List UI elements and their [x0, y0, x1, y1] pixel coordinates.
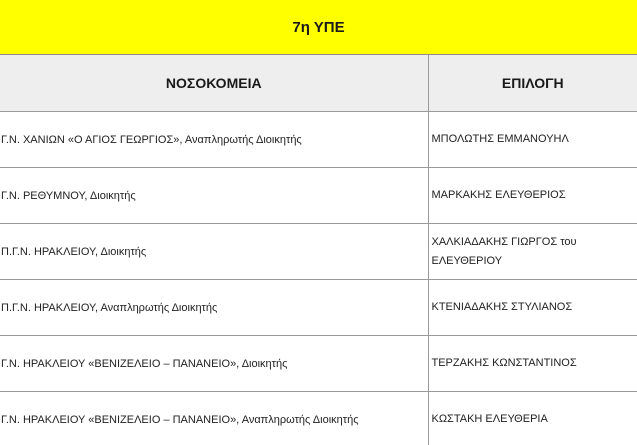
hospital-cell: Γ.Ν. ΗΡΑΚΛΕΙΟΥ «ΒΕΝΙΖΕΛΕΙΟ – ΠΑΝΑΝΕΙΟ», Αναπληρωτής Διοικητής — [0, 392, 428, 445]
table-row — [0, 392, 637, 445]
hospital-cell: Π.Γ.Ν. ΗΡΑΚΛΕΙΟΥ, Αναπληρωτής Διοικητής — [0, 280, 428, 336]
table-row — [0, 112, 637, 168]
hospital-selection-table — [0, 55, 637, 445]
selection-cell: ΜΠΟΛΩΤΗΣ ΕΜΜΑΝΟΥΗΛ — [428, 112, 637, 168]
selection-cell: ΚΤΕΝΙΑΔΑΚΗΣ ΣΤΥΛΙΑΝΟΣ — [428, 280, 637, 336]
hospital-cell: Γ.Ν. ΧΑΝΙΩΝ «Ο ΑΓΙΟΣ ΓΕΩΡΓΙΟΣ», Αναπληρωτής Διοικητής — [0, 112, 428, 168]
table-header-row — [0, 55, 637, 112]
selection-cell: ΚΩΣΤΑΚΗ ΕΛΕΥΘΕΡΙΑ — [428, 392, 637, 445]
selection-cell: ΤΕΡΖΑΚΗΣ ΚΩΝΣΤΑΝΤΙΝΟΣ — [428, 336, 637, 392]
hospital-cell: Π.Γ.Ν. ΗΡΑΚΛΕΙΟΥ, Διοικητής — [0, 224, 428, 280]
table-row — [0, 224, 637, 280]
hospital-cell: Γ.Ν. ΡΕΘΥΜΝΟΥ, Διοικητής — [0, 168, 428, 224]
selection-column-header: ΕΠΙΛΟΓΗ — [428, 55, 637, 112]
selection-cell: ΜΑΡΚΑΚΗΣ ΕΛΕΥΘΕΡΙΟΣ — [428, 168, 637, 224]
hospital-cell: Γ.Ν. ΗΡΑΚΛΕΙΟΥ «ΒΕΝΙΖΕΛΕΙΟ – ΠΑΝΑΝΕΙΟ», Διοικητής — [0, 336, 428, 392]
hospitals-column-header: ΝΟΣΟΚΟΜΕΙΑ — [0, 55, 428, 112]
table-row — [0, 280, 637, 336]
table-row — [0, 336, 637, 392]
table-row — [0, 168, 637, 224]
region-title: 7η ΥΠΕ — [0, 0, 637, 55]
selection-cell: ΧΑΛΚΙΑΔΑΚΗΣ ΓΙΩΡΓΟΣ του ΕΛΕΥΘΕΡΙΟΥ — [428, 224, 637, 280]
